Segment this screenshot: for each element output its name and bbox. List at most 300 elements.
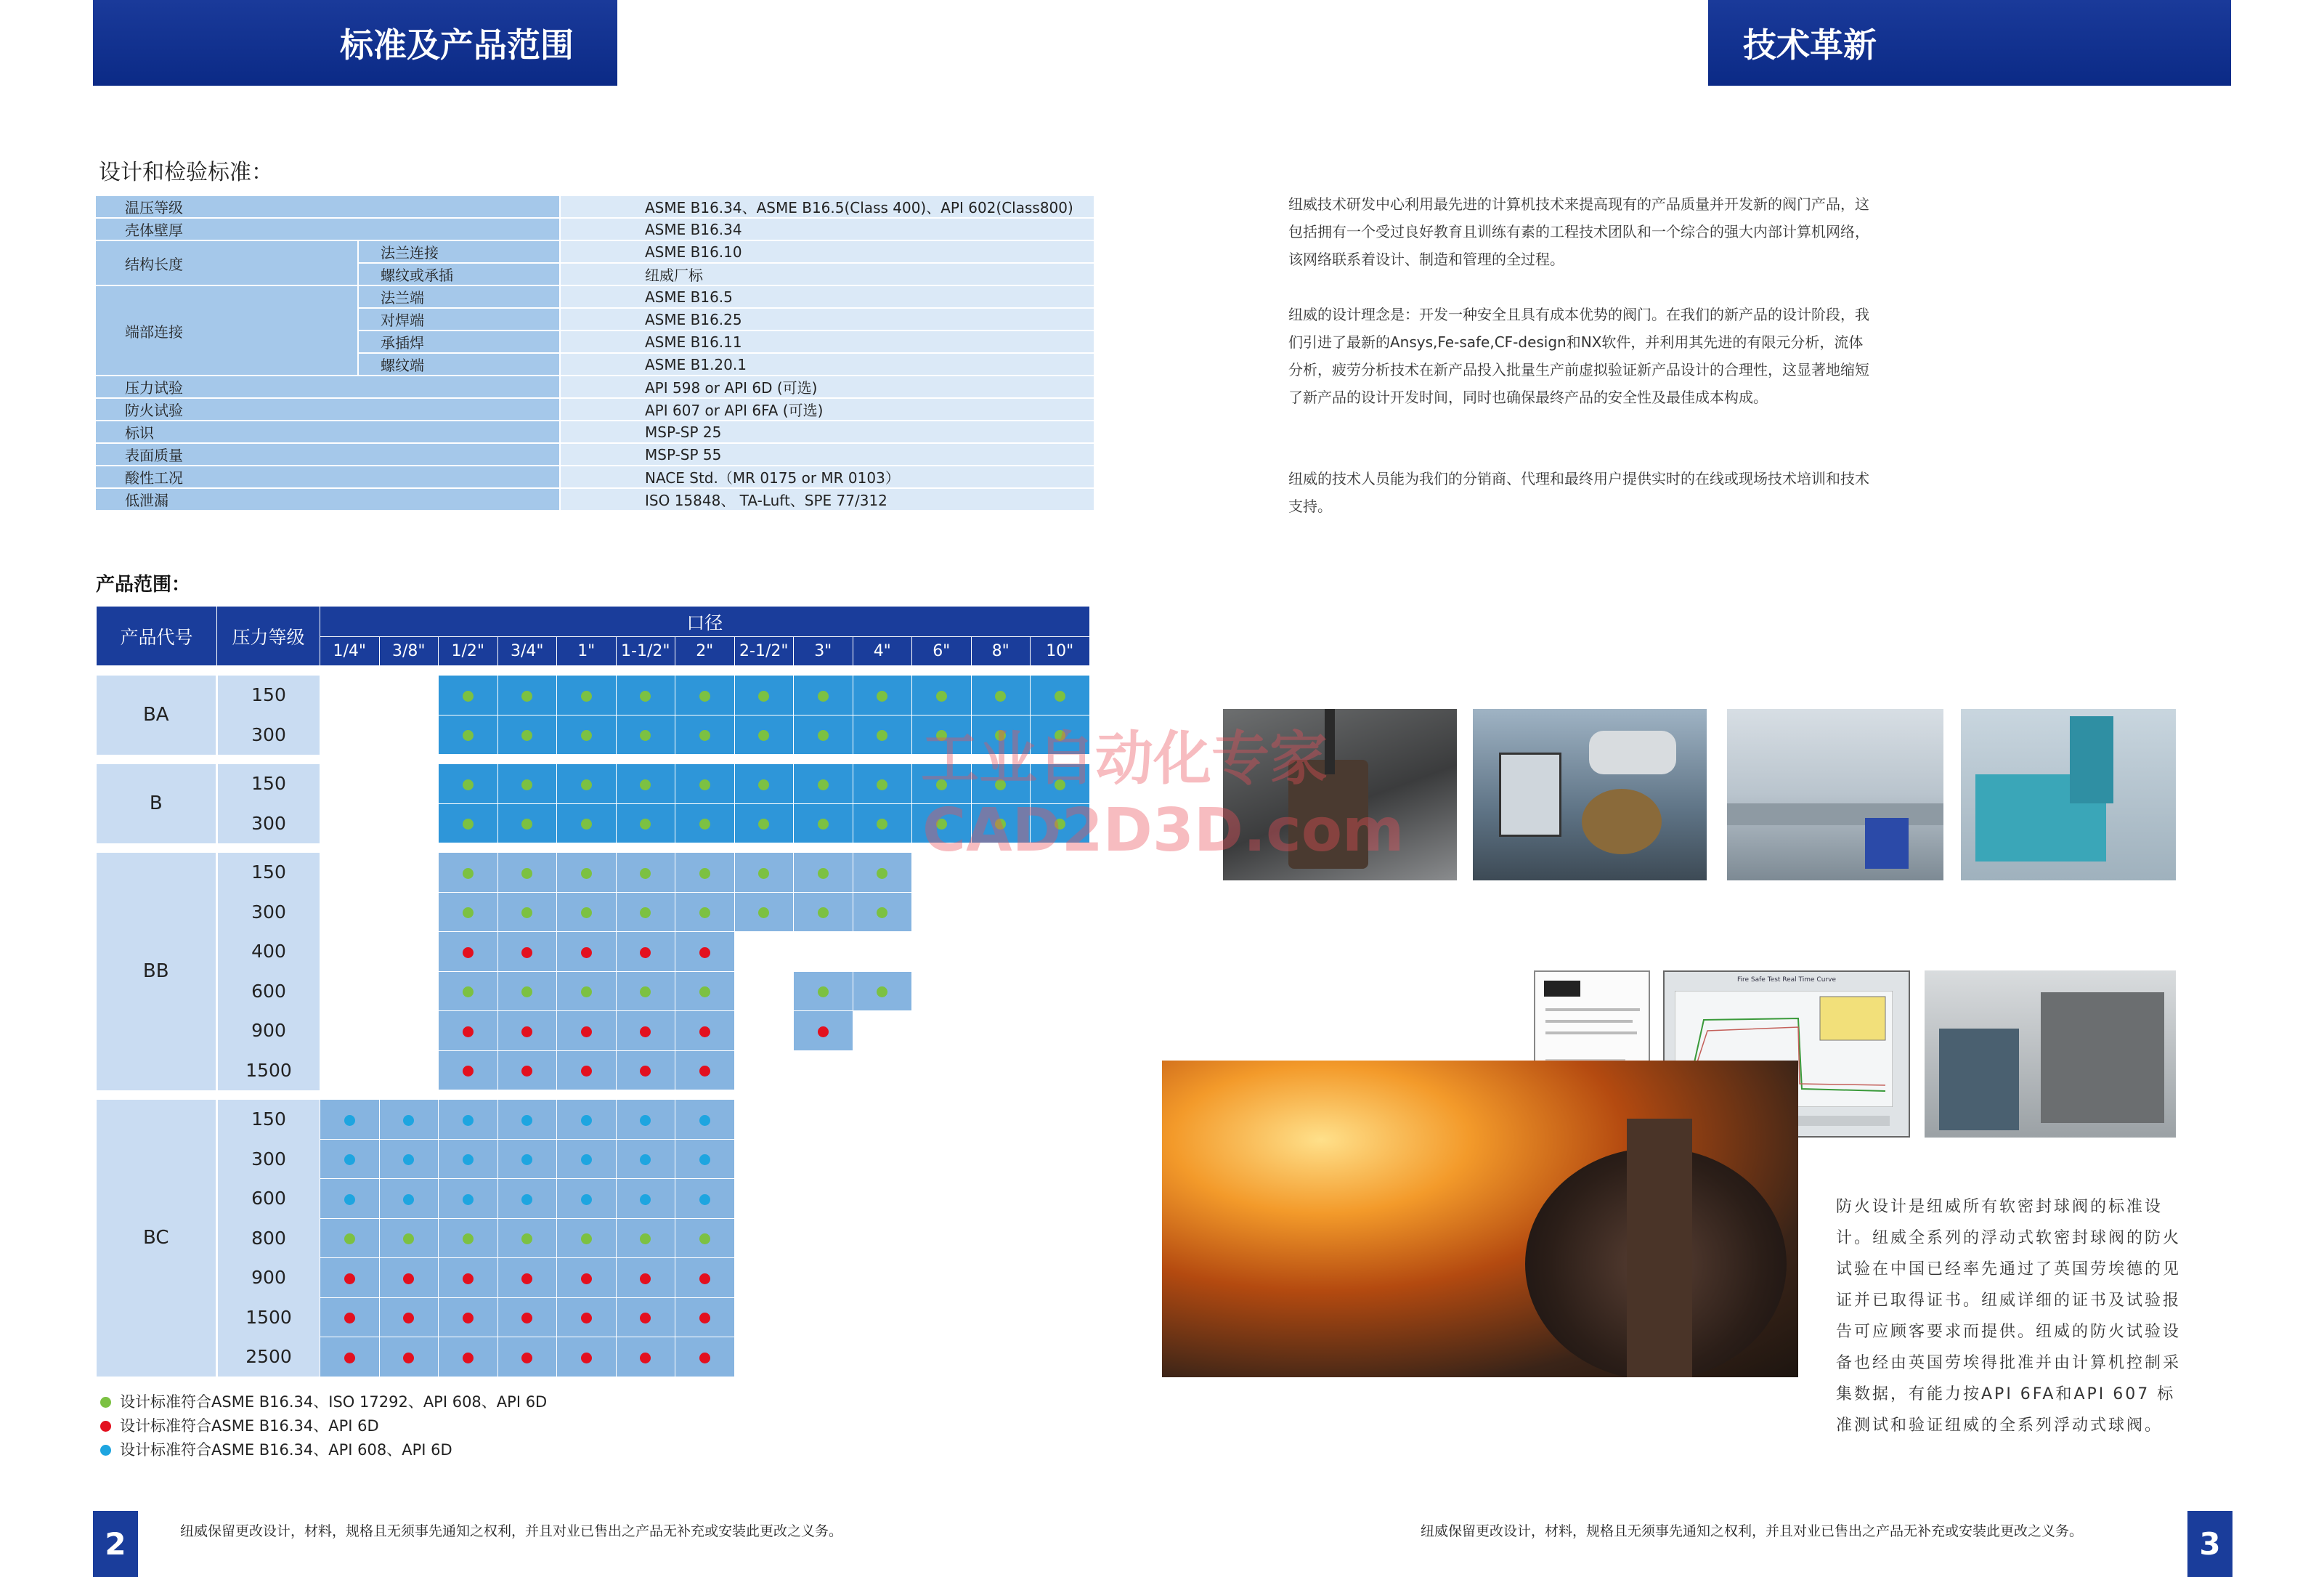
availability-cell bbox=[675, 971, 735, 1011]
red-dot-icon bbox=[640, 1026, 651, 1037]
green-dot-icon bbox=[877, 819, 887, 830]
standards-table bbox=[94, 195, 1095, 511]
green-dot-icon bbox=[521, 1233, 532, 1244]
blue-dot-icon bbox=[403, 1154, 414, 1165]
standard-value: NACE Std.（MR 0175 or MR 0103） bbox=[560, 466, 1094, 488]
availability-cell bbox=[320, 1100, 380, 1140]
green-dot-icon bbox=[640, 779, 651, 790]
pressure-class: 300 bbox=[217, 892, 320, 932]
pressure-class: 800 bbox=[217, 1218, 320, 1258]
availability-cell bbox=[971, 892, 1031, 932]
availability-cell bbox=[912, 1100, 972, 1140]
availability-cell bbox=[794, 1337, 853, 1377]
blue-dot-icon bbox=[463, 1154, 474, 1165]
green-dot-icon bbox=[344, 1233, 355, 1244]
availability-cell bbox=[379, 1100, 439, 1140]
availability-cell bbox=[497, 715, 557, 755]
availability-cell bbox=[320, 1218, 380, 1258]
green-dot-icon bbox=[403, 1233, 414, 1244]
green-dot-icon bbox=[463, 691, 474, 702]
standards-row bbox=[95, 218, 1094, 240]
availability-cell bbox=[1031, 1218, 1090, 1258]
product-row bbox=[97, 1337, 1090, 1377]
red-dot-icon bbox=[403, 1313, 414, 1323]
pressure-class: 300 bbox=[217, 1139, 320, 1179]
availability-cell bbox=[794, 971, 853, 1011]
availability-cell bbox=[616, 892, 675, 932]
red-dot-icon bbox=[521, 1313, 532, 1323]
red-dot-icon bbox=[521, 1273, 532, 1284]
red-dot-icon bbox=[699, 1313, 710, 1323]
blue-dot-icon bbox=[640, 1115, 651, 1126]
product-row bbox=[97, 1218, 1090, 1258]
availability-cell bbox=[675, 715, 735, 755]
green-dot-icon bbox=[699, 730, 710, 741]
page-number-right: 3 bbox=[2187, 1511, 2232, 1577]
green-dot-icon bbox=[581, 691, 592, 702]
green-dot-icon bbox=[877, 868, 887, 879]
factory-photo-4 bbox=[1961, 709, 2176, 880]
size-header: 3/4" bbox=[497, 637, 557, 666]
product-row bbox=[97, 1258, 1090, 1298]
size-header: 1" bbox=[557, 637, 617, 666]
standards-row bbox=[95, 398, 1094, 421]
green-dot-icon bbox=[818, 868, 829, 879]
availability-cell bbox=[557, 676, 617, 715]
red-dot-icon bbox=[581, 1066, 592, 1077]
green-dot-icon bbox=[521, 907, 532, 918]
green-dot-icon bbox=[463, 819, 474, 830]
standards-row bbox=[95, 443, 1094, 466]
red-dot-icon bbox=[699, 1273, 710, 1284]
availability-cell bbox=[794, 803, 853, 843]
availability-cell bbox=[497, 892, 557, 932]
availability-cell bbox=[439, 1100, 498, 1140]
availability-cell bbox=[320, 892, 380, 932]
left-page-title: 标准及产品范围 bbox=[340, 25, 574, 65]
availability-cell bbox=[497, 676, 557, 715]
green-dot-icon bbox=[640, 986, 651, 997]
availability-cell bbox=[971, 1139, 1031, 1179]
availability-cell bbox=[616, 971, 675, 1011]
availability-cell bbox=[1031, 892, 1090, 932]
pressure-class: 150 bbox=[217, 853, 320, 893]
standard-item: 酸性工况 bbox=[95, 466, 560, 488]
blue-dot-icon bbox=[344, 1194, 355, 1205]
standard-value: MSP-SP 55 bbox=[560, 443, 1094, 466]
availability-cell bbox=[557, 1100, 617, 1140]
availability-cell bbox=[794, 1179, 853, 1219]
availability-cell bbox=[734, 715, 794, 755]
pressure-class: 400 bbox=[217, 932, 320, 972]
availability-cell bbox=[794, 892, 853, 932]
blue-dot-icon bbox=[521, 1154, 532, 1165]
green-dot-icon bbox=[758, 691, 769, 702]
availability-cell bbox=[379, 676, 439, 715]
availability-cell bbox=[675, 1337, 735, 1377]
green-dot-icon bbox=[463, 779, 474, 790]
green-dot-icon bbox=[521, 868, 532, 879]
availability-cell bbox=[794, 1100, 853, 1140]
pressure-class: 150 bbox=[217, 676, 320, 715]
availability-cell bbox=[912, 1050, 972, 1090]
standard-subitem: 承插焊 bbox=[358, 331, 560, 353]
availability-cell bbox=[734, 1297, 794, 1337]
availability-cell bbox=[853, 892, 912, 932]
availability-cell bbox=[1031, 1258, 1090, 1298]
availability-cell bbox=[675, 1218, 735, 1258]
size-header: 6" bbox=[912, 637, 972, 666]
availability-cell bbox=[912, 932, 972, 972]
availability-cell bbox=[379, 764, 439, 804]
green-dot-icon bbox=[818, 819, 829, 830]
green-dot-icon bbox=[758, 907, 769, 918]
availability-cell bbox=[616, 1337, 675, 1377]
availability-cell bbox=[379, 971, 439, 1011]
red-dot-icon bbox=[640, 1273, 651, 1284]
availability-cell bbox=[320, 853, 380, 893]
availability-cell bbox=[379, 853, 439, 893]
availability-cell bbox=[675, 1100, 735, 1140]
standard-value: ASME B1.20.1 bbox=[560, 353, 1094, 376]
availability-cell bbox=[971, 1218, 1031, 1258]
availability-cell bbox=[971, 971, 1031, 1011]
product-row bbox=[97, 971, 1090, 1011]
availability-cell bbox=[734, 892, 794, 932]
green-dot-icon bbox=[699, 868, 710, 879]
blue-dot-icon bbox=[699, 1194, 710, 1205]
availability-cell bbox=[557, 1258, 617, 1298]
green-dot-icon bbox=[877, 730, 887, 741]
availability-cell bbox=[971, 1050, 1031, 1090]
availability-cell bbox=[794, 715, 853, 755]
availability-cell bbox=[439, 892, 498, 932]
red-dot-icon bbox=[699, 1353, 710, 1363]
availability-cell bbox=[1031, 971, 1090, 1011]
availability-cell bbox=[853, 1179, 912, 1219]
availability-cell bbox=[379, 1011, 439, 1051]
standard-value: ASME B16.5 bbox=[560, 285, 1094, 308]
green-dot-icon bbox=[640, 819, 651, 830]
blue-dot-icon bbox=[403, 1194, 414, 1205]
standard-value: API 607 or API 6FA (可选) bbox=[560, 398, 1094, 421]
red-dot-icon bbox=[100, 1421, 111, 1432]
pressure-class: 600 bbox=[217, 1179, 320, 1219]
standards-row bbox=[95, 195, 1094, 218]
availability-cell bbox=[794, 1011, 853, 1051]
standards-row bbox=[95, 376, 1094, 398]
standard-value: ASME B16.10 bbox=[560, 240, 1094, 263]
green-dot-icon bbox=[640, 1233, 651, 1244]
availability-cell bbox=[497, 1139, 557, 1179]
pressure-class: 150 bbox=[217, 764, 320, 804]
green-dot-icon bbox=[1055, 691, 1065, 702]
green-dot-icon bbox=[581, 986, 592, 997]
standard-item: 温压等级 bbox=[95, 195, 560, 218]
product-code: BC bbox=[97, 1100, 217, 1377]
green-dot-icon bbox=[521, 779, 532, 790]
availability-cell bbox=[320, 1297, 380, 1337]
availability-cell bbox=[794, 1139, 853, 1179]
green-dot-icon bbox=[877, 907, 887, 918]
product-code: BA bbox=[97, 676, 217, 755]
availability-cell bbox=[557, 1011, 617, 1051]
availability-cell bbox=[439, 764, 498, 804]
blue-dot-icon bbox=[521, 1115, 532, 1126]
product-code: B bbox=[97, 764, 217, 843]
availability-cell bbox=[557, 892, 617, 932]
red-dot-icon bbox=[344, 1273, 355, 1284]
product-row bbox=[97, 1011, 1090, 1051]
factory-photo-3 bbox=[1727, 709, 1943, 880]
green-dot-icon bbox=[936, 691, 947, 702]
product-row bbox=[97, 1179, 1090, 1219]
availability-cell bbox=[794, 764, 853, 804]
availability-cell bbox=[1031, 1011, 1090, 1051]
availability-cell bbox=[557, 1179, 617, 1219]
intro-paragraph: 纽威技术研发中心利用最先进的计算机技术来提高现有的产品质量并开发新的阀门产品，这包括拥有一个受过良好教育且训练有素的工程技术团队和一个综合的强大内部计算机网络，该网络联系着设计、制造和管理的全过程。 bbox=[1288, 195, 1869, 268]
availability-cell bbox=[734, 1139, 794, 1179]
availability-cell bbox=[734, 971, 794, 1011]
legend bbox=[100, 1390, 547, 1462]
product-row bbox=[97, 1139, 1090, 1179]
green-dot-icon bbox=[581, 1233, 592, 1244]
red-dot-icon bbox=[344, 1313, 355, 1323]
support-paragraph: 纽威的技术人员能为我们的分销商、代理和最终用户提供实时的在线或现场技术培训和技术支持。 bbox=[1288, 470, 1869, 515]
red-dot-icon bbox=[403, 1353, 414, 1363]
blue-dot-icon bbox=[463, 1115, 474, 1126]
green-dot-icon bbox=[521, 691, 532, 702]
availability-cell bbox=[794, 1218, 853, 1258]
availability-cell bbox=[557, 1297, 617, 1337]
availability-cell bbox=[853, 1139, 912, 1179]
availability-cell bbox=[320, 932, 380, 972]
product-row bbox=[97, 1100, 1090, 1140]
green-dot-icon bbox=[521, 730, 532, 741]
availability-cell bbox=[379, 1050, 439, 1090]
test-equipment-photo bbox=[1925, 970, 2176, 1138]
availability-cell bbox=[971, 1337, 1031, 1377]
size-header: 8" bbox=[971, 637, 1031, 666]
green-dot-icon bbox=[818, 986, 829, 997]
green-dot-icon bbox=[581, 779, 592, 790]
size-header: 1-1/2" bbox=[616, 637, 675, 666]
availability-cell bbox=[616, 1011, 675, 1051]
standard-value: 纽威厂标 bbox=[560, 263, 1094, 285]
size-header: 3" bbox=[794, 637, 853, 666]
availability-cell bbox=[1031, 1297, 1090, 1337]
availability-cell bbox=[616, 676, 675, 715]
standard-item: 结构长度 bbox=[95, 240, 358, 285]
group-gap bbox=[97, 1090, 1090, 1100]
availability-cell bbox=[379, 1337, 439, 1377]
standards-row bbox=[95, 285, 1094, 308]
availability-cell bbox=[439, 1139, 498, 1179]
green-dot-icon bbox=[581, 907, 592, 918]
availability-cell bbox=[853, 715, 912, 755]
green-dot-icon bbox=[818, 779, 829, 790]
availability-cell bbox=[794, 1258, 853, 1298]
blue-dot-icon bbox=[581, 1154, 592, 1165]
blue-dot-icon bbox=[344, 1115, 355, 1126]
red-dot-icon bbox=[344, 1353, 355, 1363]
availability-cell bbox=[853, 1100, 912, 1140]
availability-cell bbox=[497, 971, 557, 1011]
red-dot-icon bbox=[818, 1026, 829, 1037]
standards-row bbox=[95, 421, 1094, 443]
availability-cell bbox=[379, 1218, 439, 1258]
standard-subitem: 螺纹或承插 bbox=[358, 263, 560, 285]
red-dot-icon bbox=[463, 1313, 474, 1323]
blue-dot-icon bbox=[521, 1194, 532, 1205]
footer-right: 纽威保留更改设计，材料，规格且无须事先通知之权利，并且对业已售出之产品无补充或安装此更改之义务。 bbox=[1421, 1523, 2084, 1539]
availability-cell bbox=[912, 1179, 972, 1219]
size-column-header: 口径 bbox=[320, 607, 1090, 637]
availability-cell bbox=[439, 1050, 498, 1090]
availability-cell bbox=[912, 971, 972, 1011]
availability-cell bbox=[439, 1179, 498, 1219]
availability-cell bbox=[320, 715, 380, 755]
availability-cell bbox=[853, 1337, 912, 1377]
availability-cell bbox=[853, 932, 912, 972]
size-header: 2-1/2" bbox=[734, 637, 794, 666]
availability-cell bbox=[912, 1258, 972, 1298]
green-dot-icon bbox=[581, 730, 592, 741]
availability-cell bbox=[912, 1337, 972, 1377]
green-dot-icon bbox=[699, 779, 710, 790]
pressure-class: 1500 bbox=[217, 1050, 320, 1090]
availability-cell bbox=[912, 1011, 972, 1051]
availability-cell bbox=[557, 803, 617, 843]
availability-cell bbox=[912, 1139, 972, 1179]
standard-value: API 598 or API 6D (可选) bbox=[560, 376, 1094, 398]
availability-cell bbox=[853, 764, 912, 804]
availability-cell bbox=[734, 676, 794, 715]
green-dot-icon bbox=[640, 868, 651, 879]
green-dot-icon bbox=[463, 730, 474, 741]
availability-cell bbox=[1031, 1100, 1090, 1140]
availability-cell bbox=[734, 1011, 794, 1051]
availability-cell bbox=[616, 803, 675, 843]
availability-cell bbox=[1031, 1050, 1090, 1090]
availability-cell bbox=[616, 1100, 675, 1140]
green-dot-icon bbox=[877, 779, 887, 790]
green-dot-icon bbox=[581, 868, 592, 879]
availability-cell bbox=[734, 764, 794, 804]
availability-cell bbox=[853, 676, 912, 715]
green-dot-icon bbox=[581, 819, 592, 830]
availability-cell bbox=[320, 803, 380, 843]
availability-cell bbox=[853, 1050, 912, 1090]
availability-cell bbox=[497, 1337, 557, 1377]
standard-item: 端部连接 bbox=[95, 285, 358, 376]
availability-cell bbox=[1031, 932, 1090, 972]
availability-cell bbox=[439, 853, 498, 893]
pressure-class: 900 bbox=[217, 1258, 320, 1298]
availability-cell bbox=[1031, 676, 1090, 715]
standard-item: 壳体壁厚 bbox=[95, 218, 560, 240]
pressure-class: 300 bbox=[217, 803, 320, 843]
standard-value: ASME B16.34、ASME B16.5(Class 400)、API 602(Class800) bbox=[560, 195, 1094, 218]
green-dot-icon bbox=[699, 986, 710, 997]
green-dot-icon bbox=[521, 819, 532, 830]
availability-cell bbox=[616, 1179, 675, 1219]
legend-item: 设计标准符合ASME B16.34、ISO 17292、API 608、API 6D bbox=[100, 1390, 547, 1414]
red-dot-icon bbox=[521, 1026, 532, 1037]
green-dot-icon bbox=[758, 819, 769, 830]
size-header: 3/8" bbox=[379, 637, 439, 666]
red-dot-icon bbox=[463, 1353, 474, 1363]
availability-cell bbox=[794, 853, 853, 893]
product-code: BB bbox=[97, 853, 217, 1090]
green-dot-icon bbox=[758, 779, 769, 790]
availability-cell bbox=[971, 932, 1031, 972]
availability-cell bbox=[794, 676, 853, 715]
availability-cell bbox=[616, 1258, 675, 1298]
green-dot-icon bbox=[758, 868, 769, 879]
availability-cell bbox=[675, 853, 735, 893]
standard-subitem: 法兰端 bbox=[358, 285, 560, 308]
page-number-left: 2 bbox=[93, 1511, 138, 1577]
pressure-class: 150 bbox=[217, 1100, 320, 1140]
green-dot-icon bbox=[818, 730, 829, 741]
green-dot-icon bbox=[463, 907, 474, 918]
availability-cell bbox=[320, 764, 380, 804]
blue-dot-icon bbox=[463, 1194, 474, 1205]
standards-row bbox=[95, 488, 1094, 511]
red-dot-icon bbox=[581, 947, 592, 958]
group-gap-cell bbox=[97, 1090, 1090, 1100]
availability-cell bbox=[497, 803, 557, 843]
availability-cell bbox=[675, 1139, 735, 1179]
green-dot-icon bbox=[640, 907, 651, 918]
availability-cell bbox=[912, 1297, 972, 1337]
availability-cell bbox=[439, 971, 498, 1011]
availability-cell bbox=[616, 932, 675, 972]
availability-cell bbox=[853, 1258, 912, 1298]
availability-cell bbox=[497, 853, 557, 893]
availability-cell bbox=[497, 1050, 557, 1090]
availability-cell bbox=[439, 932, 498, 972]
right-page-title: 技术革新 bbox=[1743, 25, 1877, 65]
availability-cell bbox=[794, 1297, 853, 1337]
blue-dot-icon bbox=[640, 1194, 651, 1205]
fire-test-photo bbox=[1162, 1061, 1798, 1377]
size-header: 1/2" bbox=[439, 637, 498, 666]
availability-cell bbox=[439, 1297, 498, 1337]
red-dot-icon bbox=[581, 1353, 592, 1363]
green-dot-icon bbox=[100, 1397, 111, 1408]
availability-cell bbox=[320, 676, 380, 715]
standard-item: 低泄漏 bbox=[95, 488, 560, 511]
red-dot-icon bbox=[640, 1313, 651, 1323]
red-dot-icon bbox=[403, 1273, 414, 1284]
green-dot-icon bbox=[463, 868, 474, 879]
availability-cell bbox=[853, 853, 912, 893]
pressure-class: 300 bbox=[217, 715, 320, 755]
left-page-header bbox=[93, 0, 617, 86]
standard-value: MSP-SP 25 bbox=[560, 421, 1094, 443]
availability-cell bbox=[320, 1337, 380, 1377]
standard-value: ISO 15848、 TA-Luft、SPE 77/312 bbox=[560, 488, 1094, 511]
right-page-header bbox=[1708, 0, 2231, 86]
size-header: 2" bbox=[675, 637, 735, 666]
blue-dot-icon bbox=[699, 1115, 710, 1126]
availability-cell bbox=[1031, 1179, 1090, 1219]
blue-dot-icon bbox=[403, 1115, 414, 1126]
blue-dot-icon bbox=[640, 1154, 651, 1165]
green-dot-icon bbox=[818, 907, 829, 918]
